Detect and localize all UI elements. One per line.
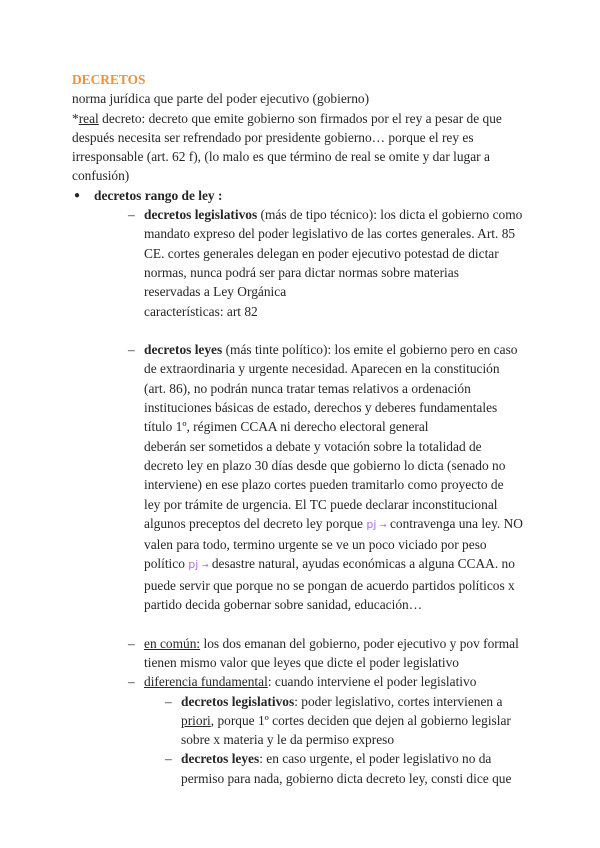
real-line-4: confusión) <box>72 168 130 184</box>
real-line-2: después necesita ser refrendado por presidente gobierno… porque el rey es <box>72 129 474 145</box>
dash-icon: – <box>128 342 135 358</box>
bullet-item <box>12 186 532 205</box>
sublist-item-decretos-legislativos: – decretos legislativos: poder legislativo, cortes intervienen a priori, porque 1º cortes deciden que dejen al gobierno legislar sobre x materia y le da permiso expreso <box>165 693 511 748</box>
list-item-diferencia: – diferencia fundamental: cuando interviene el poder legislativo <box>72 672 532 691</box>
list-item-decretos-leyes: – decretos leyes (más tinte político): los emite el gobierno pero en caso de extraordinaria y urgente necesidad. Aparecen en la constitución (art. 86), no podrán nunca tratar temas relativos a ordenación instituciones básicas de estado, derechos y deberes fundamentales título 1º, régimen CCAA ni derecho electoral general deberán ser sometidos a debate y votación sobre la totalidad de decreto ley en plazo 30 días desde que gobierno lo dicta (senado no interviene) en ese plazo cortes pueden tramitarlo como proyecto de ley por trámite de urgencia. El TC puede declarar inconstitucional algunos preceptos del decreto ley porque pj → contravenga una ley. NO valen para todo, termino urgente se ve un poco viciado por peso político pj → desastre natural, ayudas económicas a alguna CCAA. no puede servir que porque no se pongan de acuerdo partidos políticos x partido decida gobernar sobre sanidad, educación… <box>128 342 523 613</box>
real-line-3: irresponsable (art. 62 f), (lo malo es que término de real se omite y dar lugar a <box>72 149 490 165</box>
dash-icon: – <box>128 674 135 690</box>
document-page <box>72 70 532 788</box>
pj-link[interactable]: pj → <box>366 517 387 531</box>
intro-line: norma jurídica que parte del poder ejecutivo (gobierno) <box>72 91 370 107</box>
arrow-icon: → <box>201 561 209 571</box>
list-item-en-comun: – en común: los dos emanan del gobierno, poder ejecutivo y pov formal tienen mismo valor que leyes que dicte el poder legislativo <box>128 635 519 670</box>
arrow-icon: → <box>379 520 387 530</box>
dash-icon: – <box>165 751 172 767</box>
bullet-heading: decretos rango de ley : <box>94 187 223 203</box>
page-title: DECRETOS <box>72 72 146 87</box>
bullet-icon: ● <box>74 189 81 201</box>
dash-icon: – <box>165 693 172 709</box>
pj-link[interactable]: pj → <box>188 558 209 572</box>
sublist-item-decretos-leyes: – decretos leyes: en caso urgente, el poder legislativo no da permiso para nada, gobierno dicta decreto ley, consti dice que <box>165 751 512 786</box>
list-item-decretos-legislativos: – decretos legislativos (más de tipo técnico): los dicta el gobierno como mandato expreso del poder legislativo de las cortes generales. Art. 85 CE. cortes generales delegan en poder ejecutivo potestad de dictar normas, nunca podrá ser para dictar normas sobre materias reservadas a Ley Orgánica características: art 82 <box>128 207 523 319</box>
dash-icon: – <box>128 207 135 223</box>
real-line-1: *real decreto: decreto que emite gobierno son firmados por el rey a pesar de que <box>72 110 502 126</box>
dash-icon: – <box>128 635 135 651</box>
